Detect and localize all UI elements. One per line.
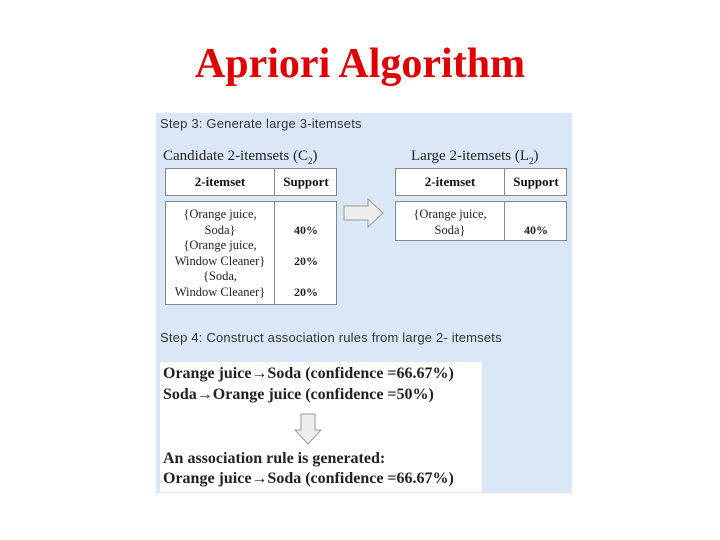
implies-arrow-icon: → — [196, 386, 213, 403]
candidate-support-3: 20% — [294, 285, 318, 299]
candidate-itemset-2: {Orange juice, Window Cleaner} — [174, 238, 266, 268]
step3-label: Step 3: Generate large 3-itemsets — [160, 116, 362, 131]
generated-label: An association rule is generated: — [163, 450, 386, 467]
candidate-itemset-3: {Soda, Window Cleaner} — [174, 269, 266, 299]
candidate-support-1: 40% — [294, 223, 318, 237]
implies-arrow-icon: → — [251, 470, 268, 487]
rule-2: Soda→Orange juice (confidence =50%) — [163, 386, 434, 403]
large-itemset-1: {Orange juice, Soda} — [413, 207, 487, 237]
candidate-caption: Candidate 2-itemsets $(C_2)$ — [163, 148, 318, 166]
slide-title: Apriori Algorithm — [194, 41, 526, 87]
large-itemset-header: 2-itemset — [424, 174, 476, 189]
step4-label: Step 4: Construct association rules from large 2- itemsets — [160, 330, 502, 345]
candidate-table-header — [165, 168, 337, 196]
down-arrow-icon — [293, 412, 323, 446]
rule-1: Orange juice→Soda (confidence =66.67%) — [163, 365, 454, 382]
large-support-header: Support — [513, 174, 559, 189]
candidate-support-header: Support — [283, 174, 329, 189]
right-arrow-icon — [342, 196, 386, 230]
large-caption: Large 2-itemsets $(L_2)$ — [411, 148, 539, 166]
candidate-itemset-header: 2-itemset — [194, 174, 246, 189]
candidate-table-body — [165, 201, 337, 305]
candidate-support-2: 20% — [294, 254, 318, 268]
large-table-header — [395, 168, 567, 196]
large-support-1: 40% — [524, 223, 548, 237]
final-rule: Orange juice→Soda (confidence =66.67%) — [163, 470, 454, 487]
implies-arrow-icon: → — [251, 365, 268, 382]
large-table-body — [395, 201, 567, 241]
candidate-itemset-1: {Orange juice, Soda} — [183, 207, 257, 237]
